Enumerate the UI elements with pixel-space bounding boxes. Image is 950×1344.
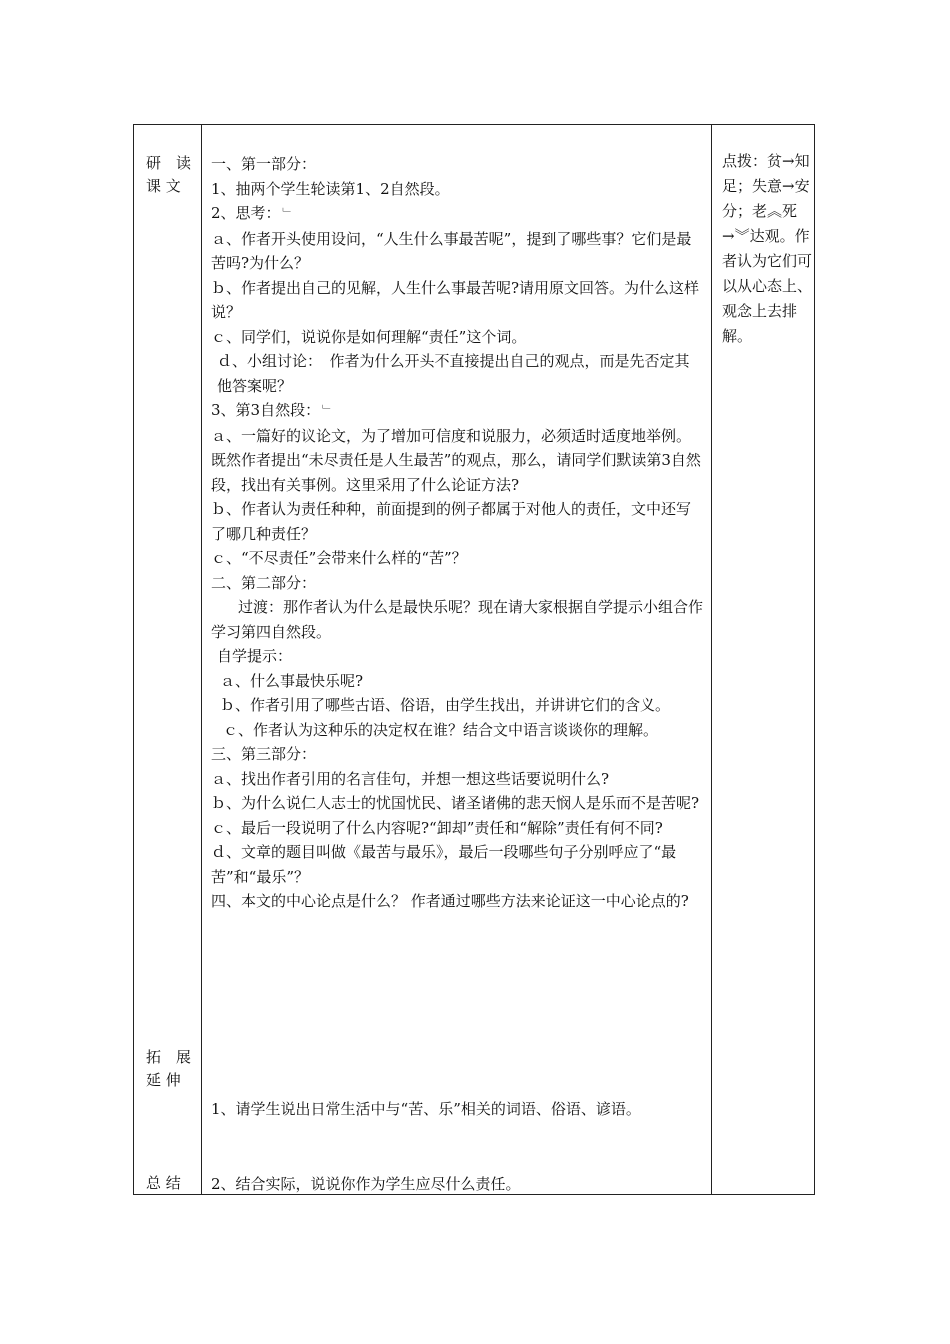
extension-content <box>211 1097 703 1122</box>
para3-question-a: ａ、一篇好的议论文，为了增加可信度和说服力，必须适时适度地举例。既然作者提出“未尽责任是人生最苦”的观点，那么，请同学们默读第3自然段，找出有关事例。这里采用了什么论证方法? <box>211 426 701 494</box>
lesson-content-column <box>201 125 711 1194</box>
heading-part-one: 一、第一部分： <box>211 155 317 173</box>
para3-question-b: ｂ、作者认为责任种种，前面提到的例子都属于对他人的责任，文中还写了哪几种责任？ <box>211 500 692 543</box>
section-label-column <box>134 125 201 1194</box>
para3-question-c: ｃ、“不尽责任”会带来什么样的“苦”？ <box>211 549 467 567</box>
heading-part-four: 四、本文的中心论点是什么？ 作者通过哪些方法来论证这一中心论点的? <box>211 892 689 910</box>
question-b: ｂ、作者提出自己的见解，人生什么事最苦呢?请用原文回答。为什么这样说？ <box>211 278 700 321</box>
part3-question-c: ｃ、最后一段说明了什么内容呢?“卸却”责任和“解除”责任有何不同? <box>211 818 663 837</box>
hint-a: ａ、什么事最快乐呢? <box>220 671 364 690</box>
edit-mark-icon: ﹂ <box>322 404 334 417</box>
hint-b: ｂ、作者引用了哪些古语、俗语，由学生找出，并讲讲它们的含义。 <box>220 696 671 714</box>
heading-part-three: 三、第三部分： <box>211 745 317 763</box>
step-read-aloud: 1、抽两个学生轮读第1、2自然段。 <box>211 179 450 198</box>
question-c: ｃ、同学们，说说你是如何理解“责任”这个词。 <box>211 327 527 346</box>
part3-question-d: ｄ、文章的题目叫做《最苦与最乐》，最后一段哪些句子分别呼应了“最苦”和“最乐”？ <box>211 843 677 886</box>
heading-part-two: 二、第二部分： <box>211 573 317 592</box>
part3-question-a: ａ、找出作者引用的名言佳句，并想一想这些话要说明什么? <box>211 769 610 788</box>
extension-task-1: 1、请学生说出日常生活中与“苦、乐”相关的词语、俗语、谚语。 <box>211 1100 641 1118</box>
self-study-hint-label: 自学提示： <box>217 647 293 665</box>
lesson-table <box>133 124 815 1195</box>
edit-mark-icon: ﹂ <box>282 207 294 220</box>
extension-task-2: 2、结合实际，说说你作为学生应尽什么责任。 <box>211 1175 521 1193</box>
step-think: 2、思考： ﹂ <box>211 201 703 227</box>
summary-content <box>211 1172 703 1197</box>
section-label-study: 研 读 课 文 <box>146 154 192 195</box>
section-label-summary: 总 结 <box>146 1174 181 1192</box>
lesson-content <box>211 152 703 914</box>
question-d: ｄ、小组讨论： 作者为什么开头不直接提出自己的观点，而是先否定其他答案呢？ <box>217 352 690 395</box>
question-a: ａ、作者开头使用设问，“人生什么事最苦呢”，提到了哪些事？它们是最苦吗?为什么？ <box>211 229 692 272</box>
section-label-extension: 拓 展 延 伸 <box>146 1048 192 1089</box>
step-para-3: 3、第3自然段： ﹂ <box>211 398 703 424</box>
teacher-note: 点拨：贫→知足；失意→安分；老︽死→︾达观。作者认为它们可以从心态上、观念上去排解。 <box>722 152 813 345</box>
teacher-note-column <box>711 125 814 1194</box>
hint-c: ｃ、作者认为这种乐的决定权在谁？结合文中语言谈谈你的理解。 <box>223 720 659 739</box>
transition-text: 过渡：那作者认为什么是最快乐呢？现在请大家根据自学提示小组合作学习第四自然段。 <box>211 598 704 641</box>
part3-question-b: ｂ、为什么说仁人志士的忧国忧民、诸圣诸佛的悲天悯人是乐而不是苦呢? <box>211 794 700 812</box>
